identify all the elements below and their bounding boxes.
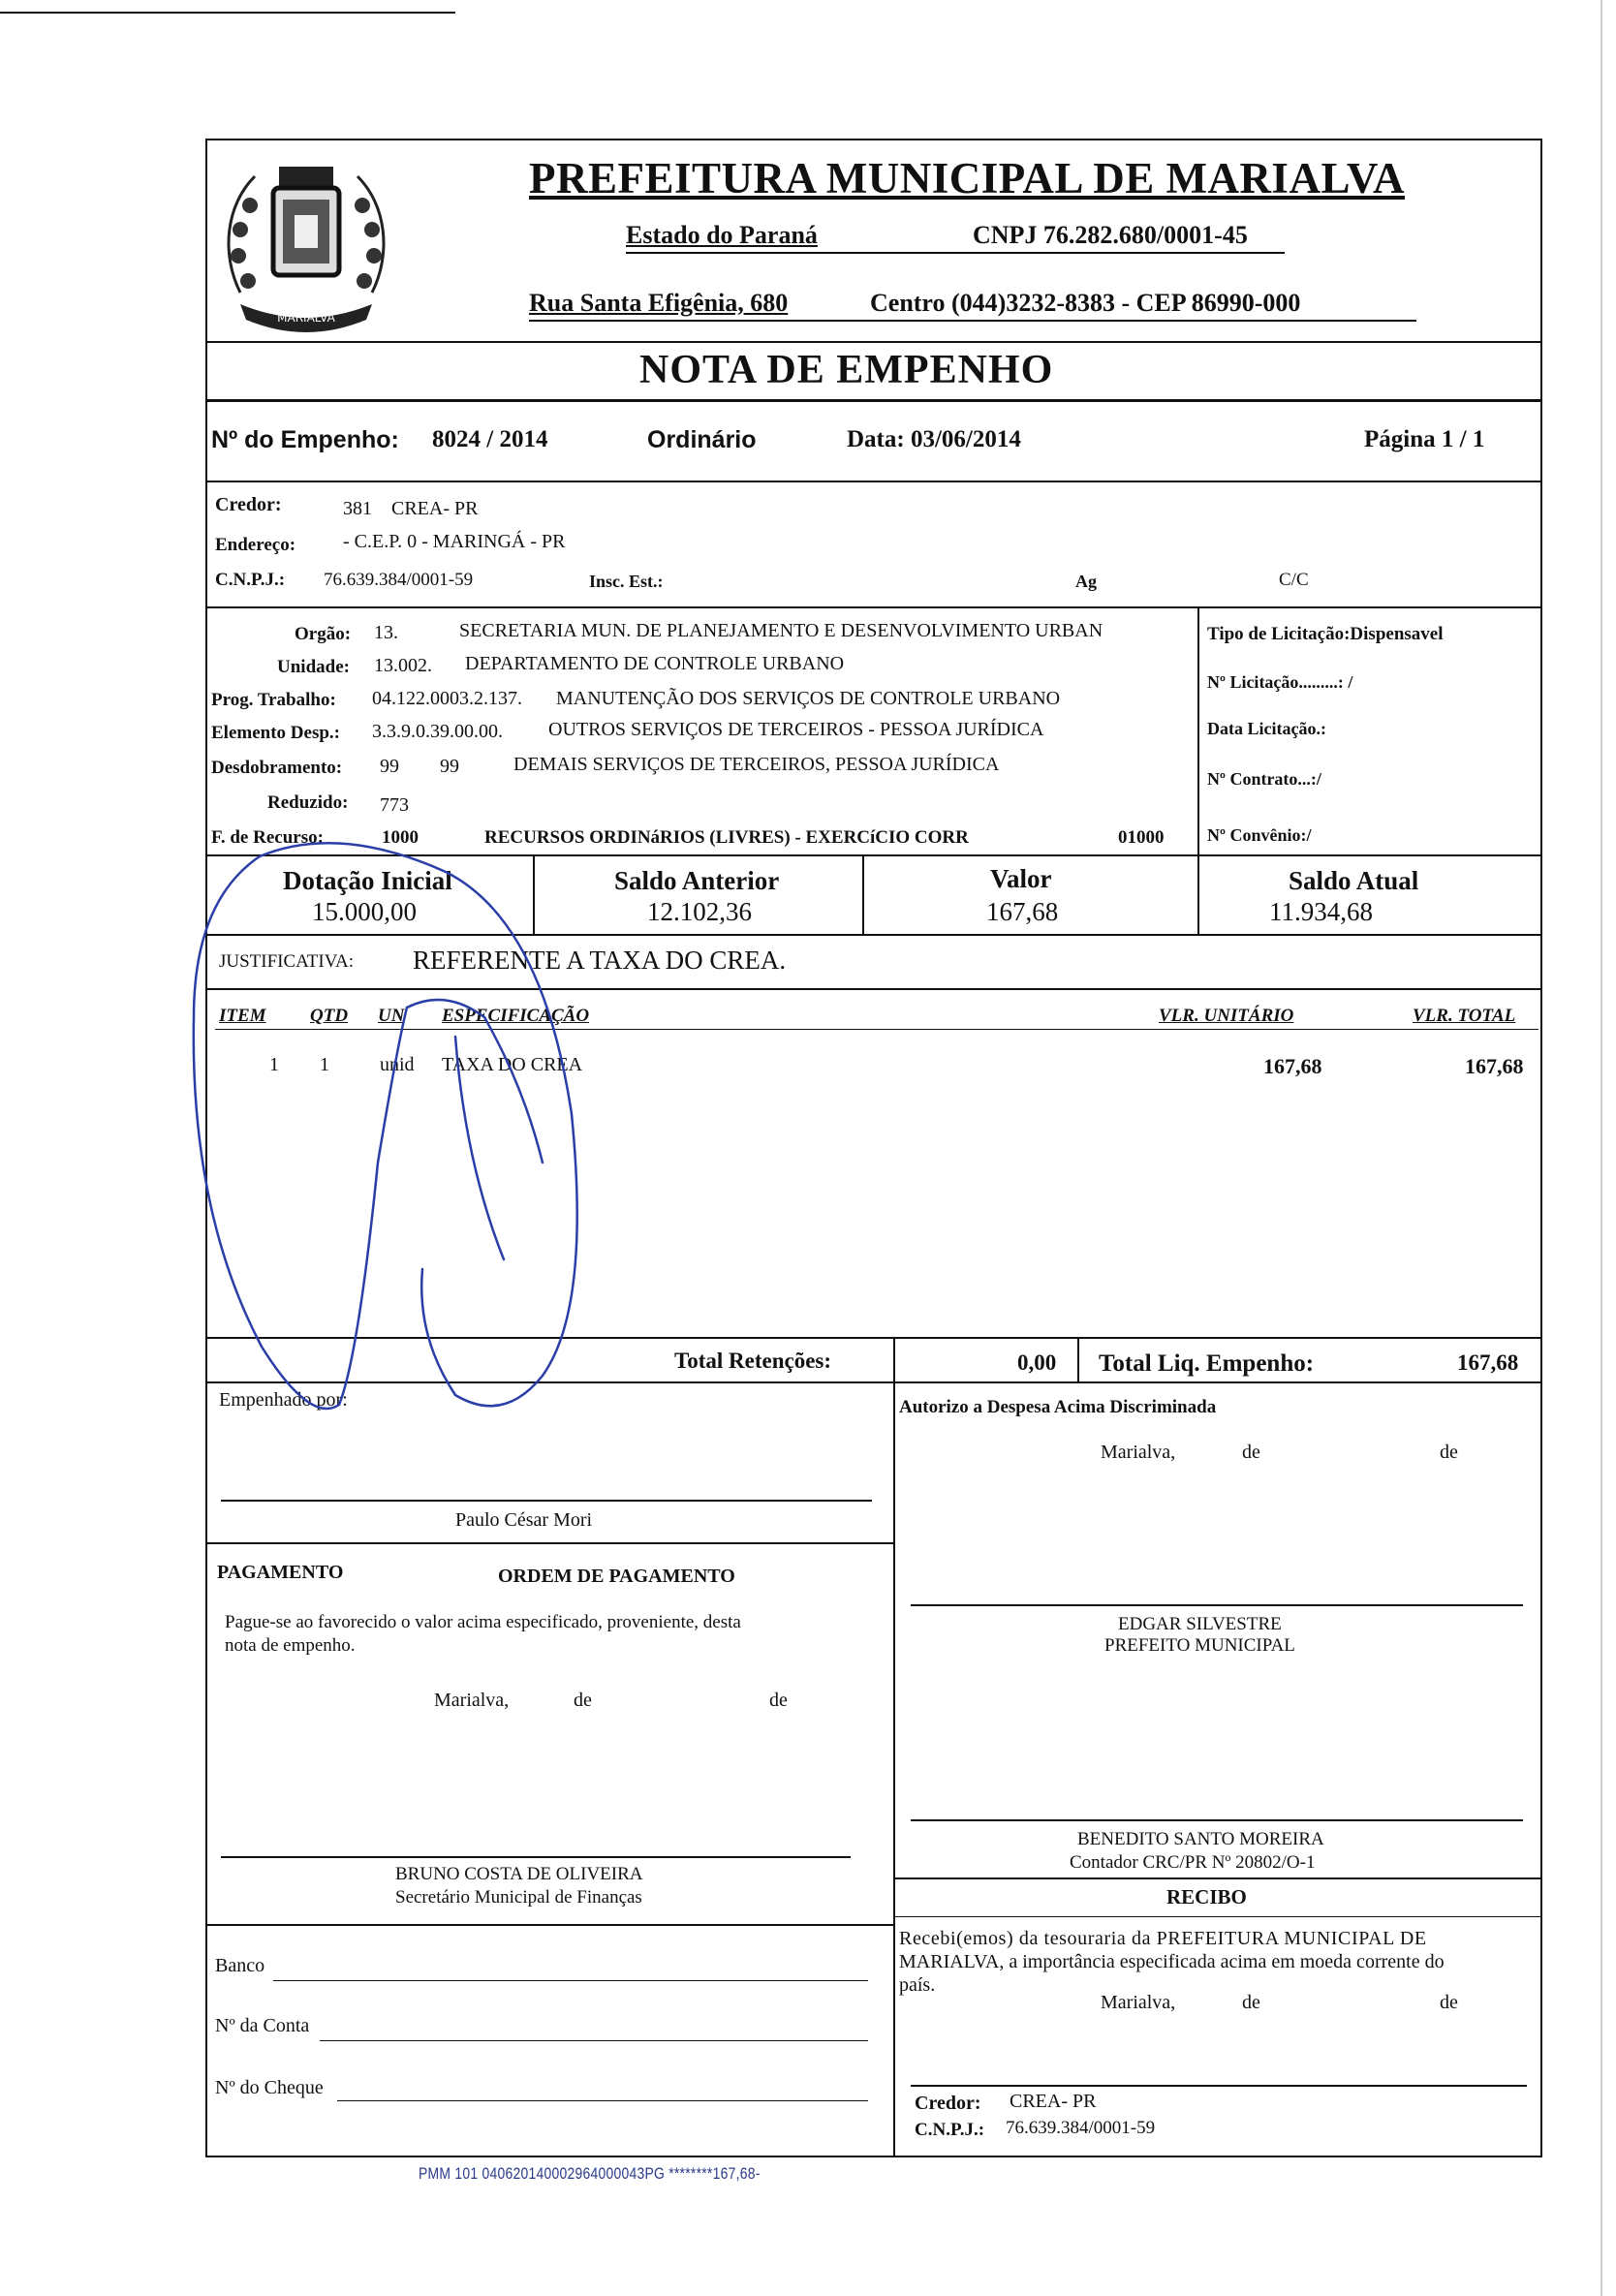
contador-signature-line bbox=[911, 1819, 1523, 1821]
divider bbox=[893, 1877, 1540, 1879]
elemento-code: 3.3.9.0.39.00.00. bbox=[372, 721, 503, 742]
recibo-credor: CREA- PR bbox=[1010, 2091, 1097, 2112]
desdobramento-b: 99 bbox=[440, 756, 459, 777]
recibo-cnpj-label: C.N.P.J.: bbox=[915, 2120, 985, 2140]
divider bbox=[533, 854, 535, 936]
pagamento-de2: de bbox=[769, 1690, 788, 1711]
page-number: Página 1 / 1 bbox=[1364, 426, 1485, 452]
divider bbox=[205, 934, 1540, 936]
autorizo-city: Marialva, bbox=[1101, 1442, 1176, 1463]
table-row-total: 167,68 bbox=[1465, 1054, 1524, 1078]
conta-field-line[interactable] bbox=[320, 2040, 868, 2041]
recibo-de2: de bbox=[1440, 1992, 1458, 2013]
scan-edge-line bbox=[0, 12, 455, 14]
empenho-date: Data: 03/06/2014 bbox=[847, 426, 1021, 452]
banco-field-line[interactable] bbox=[273, 1980, 868, 1981]
insc-est-label: Insc. Est.: bbox=[589, 572, 664, 591]
numero-contrato: Nº Contrato...:/ bbox=[1207, 769, 1321, 789]
account-label: C/C bbox=[1279, 570, 1309, 590]
col-item: ITEM bbox=[219, 1006, 266, 1026]
empenho-type: Ordinário bbox=[647, 426, 757, 453]
recibo-de1: de bbox=[1242, 1992, 1260, 2013]
dotacao-inicial-label: Dotação Inicial bbox=[283, 866, 452, 895]
col-un: UN bbox=[378, 1006, 405, 1026]
pagamento-text-1: Pague-se ao favorecido o valor acima especificado, proveniente, desta bbox=[225, 1612, 741, 1632]
recibo-divider bbox=[893, 1916, 1540, 1917]
divider bbox=[893, 1337, 895, 2156]
document-title: NOTA DE EMPENHO bbox=[639, 348, 1054, 392]
cheque-field-line[interactable] bbox=[337, 2100, 868, 2101]
orgao-code: 13. bbox=[374, 622, 398, 643]
recibo-city: Marialva, bbox=[1101, 1992, 1176, 2013]
divider bbox=[205, 1337, 1540, 1339]
divider bbox=[1077, 1337, 1079, 1381]
contador-name: BENEDITO SANTO MOREIRA bbox=[1077, 1829, 1324, 1849]
agency-label: Ag bbox=[1075, 572, 1097, 591]
empenhado-label: Empenhado por: bbox=[219, 1389, 348, 1411]
prog-name: MANUTENÇÃO DOS SERVIÇOS DE CONTROLE URBANO bbox=[556, 688, 1061, 709]
table-row-unit: 167,68 bbox=[1263, 1054, 1322, 1078]
orgao-label: Orgão: bbox=[295, 624, 352, 644]
table-row-item: 1 bbox=[269, 1054, 279, 1075]
credor-cnpj: 76.639.384/0001-59 bbox=[324, 570, 474, 590]
state-label: Estado do Paraná bbox=[626, 221, 818, 249]
recibo-credor-label: Credor: bbox=[915, 2093, 981, 2114]
orgao-name: SECRETARIA MUN. DE PLANEJAMENTO E DESENVOLVIMENTO URBAN bbox=[459, 620, 1103, 641]
recurso-number: 01000 bbox=[1118, 827, 1165, 848]
municipality-title: PREFEITURA MUNICIPAL DE MARIALVA bbox=[529, 154, 1406, 202]
retencoes-value: 0,00 bbox=[1017, 1350, 1057, 1375]
pagamento-city: Marialva, bbox=[434, 1690, 510, 1711]
recibo-text-3: país. bbox=[899, 1974, 936, 1996]
desdobramento-a: 99 bbox=[380, 756, 399, 777]
credor-endereco: - C.E.P. 0 - MARINGÁ - PR bbox=[343, 531, 566, 552]
street-address: Rua Santa Efigênia, 680 bbox=[529, 289, 789, 317]
conta-label: Nº da Conta bbox=[215, 2015, 310, 2036]
secretario-name: BRUNO COSTA DE OLIVEIRA bbox=[395, 1864, 643, 1884]
reduzido-value: 773 bbox=[380, 794, 409, 816]
autorizo-de2: de bbox=[1440, 1442, 1458, 1463]
prog-code: 04.122.0003.2.137. bbox=[372, 688, 522, 709]
numero-convenio: Nº Convênio:/ bbox=[1207, 825, 1312, 845]
pagamento-label: PAGAMENTO bbox=[217, 1562, 344, 1583]
recibo-signature-line bbox=[911, 2085, 1527, 2087]
unidade-label: Unidade: bbox=[277, 657, 350, 677]
recurso-code: 1000 bbox=[382, 827, 419, 848]
empenho-number-label: Nº do Empenho: bbox=[211, 426, 399, 453]
state-underline bbox=[626, 252, 1285, 254]
banco-label: Banco bbox=[215, 1955, 265, 1976]
liq-empenho-label: Total Liq. Empenho: bbox=[1099, 1350, 1315, 1377]
recurso-name: RECURSOS ORDINáRIOS (LIVRES) - EXERCíCIO CORR bbox=[484, 827, 969, 848]
autorizo-text: Autorizo a Despesa Acima Discriminada bbox=[899, 1397, 1217, 1417]
secretario-role: Secretário Municipal de Finanças bbox=[395, 1887, 642, 1908]
divider bbox=[205, 1542, 895, 1544]
saldo-anterior-value: 12.102,36 bbox=[647, 897, 752, 926]
tipo-licitacao: Tipo de Licitação:Dispensavel bbox=[1207, 624, 1444, 644]
divider bbox=[1197, 606, 1199, 936]
desdobramento-name: DEMAIS SERVIÇOS DE TERCEIROS, PESSOA JURÍDICA bbox=[513, 754, 1000, 775]
justificativa-label: JUSTIFICATIVA: bbox=[219, 951, 355, 972]
municipal-coat-of-arms-logo bbox=[211, 147, 401, 341]
credor-code: 381 bbox=[343, 498, 372, 519]
footer-code: PMM 101 040620140002964000043PG ********167,68- bbox=[419, 2164, 761, 2183]
divider bbox=[205, 988, 1540, 990]
pagamento-text-2: nota de empenho. bbox=[225, 1635, 356, 1656]
endereco-label: Endereço: bbox=[215, 535, 296, 555]
contador-role: Contador CRC/PR Nº 20802/O-1 bbox=[1070, 1852, 1316, 1873]
scan-edge-line-right bbox=[1600, 0, 1602, 2296]
saldo-anterior-label: Saldo Anterior bbox=[614, 866, 780, 895]
recibo-text-2: MARIALVA, a importância especificada acima em moeda corrente do bbox=[899, 1951, 1445, 1972]
address-details: Centro (044)3232-8383 - CEP 86990-000 bbox=[870, 289, 1301, 317]
divider bbox=[205, 399, 1540, 402]
prog-label: Prog. Trabalho: bbox=[211, 690, 336, 710]
elemento-label: Elemento Desp.: bbox=[211, 723, 340, 743]
unidade-name: DEPARTAMENTO DE CONTROLE URBANO bbox=[465, 653, 845, 674]
empenhado-signature-line bbox=[221, 1500, 872, 1502]
justificativa-text: REFERENTE A TAXA DO CREA. bbox=[413, 946, 787, 975]
numero-licitacao: Nº Licitação.........: / bbox=[1207, 672, 1353, 692]
secretario-signature-line bbox=[221, 1856, 851, 1858]
elemento-name: OUTROS SERVIÇOS DE TERCEIROS - PESSOA JURÍDICA bbox=[548, 719, 1044, 740]
col-qtd: QTD bbox=[310, 1006, 349, 1026]
ordem-pagamento-label: ORDEM DE PAGAMENTO bbox=[498, 1566, 735, 1587]
empenhado-name: Paulo César Mori bbox=[455, 1509, 593, 1531]
cheque-label: Nº do Cheque bbox=[215, 2077, 324, 2098]
desdobramento-label: Desdobramento: bbox=[211, 758, 343, 778]
table-row-spec: TAXA DO CREA bbox=[442, 1054, 583, 1075]
divider bbox=[205, 854, 1540, 856]
items-header-underline bbox=[215, 1029, 1538, 1030]
recibo-text-1: Recebi(emos) da tesouraria da PREFEITURA MUNICIPAL DE bbox=[899, 1928, 1427, 1949]
recibo-label: RECIBO bbox=[1166, 1885, 1247, 1908]
prefeito-signature-line bbox=[911, 1604, 1523, 1606]
municipality-cnpj: CNPJ 76.282.680/0001-45 bbox=[973, 221, 1248, 249]
dotacao-inicial-value: 15.000,00 bbox=[312, 897, 417, 926]
recurso-label: F. de Recurso: bbox=[211, 827, 324, 848]
valor-value: 167,68 bbox=[986, 897, 1059, 926]
credor-label: Credor: bbox=[215, 494, 282, 515]
divider bbox=[205, 341, 1540, 343]
unidade-code: 13.002. bbox=[374, 655, 432, 676]
credor-name: CREA- PR bbox=[391, 498, 479, 519]
data-licitacao: Data Licitação.: bbox=[1207, 719, 1326, 738]
saldo-atual-value: 11.934,68 bbox=[1269, 897, 1373, 926]
prefeito-name: EDGAR SILVESTRE bbox=[1118, 1614, 1282, 1634]
liq-empenho-value: 167,68 bbox=[1457, 1350, 1519, 1375]
divider bbox=[205, 1381, 1540, 1383]
reduzido-label: Reduzido: bbox=[267, 792, 349, 813]
divider bbox=[205, 606, 1540, 608]
divider bbox=[205, 481, 1540, 482]
table-row-qtd: 1 bbox=[320, 1054, 329, 1075]
address-underline bbox=[529, 320, 1416, 322]
table-row-un: unid bbox=[380, 1054, 415, 1075]
svg-text:MARIALVA: MARIALVA bbox=[277, 311, 335, 325]
pagamento-de1: de bbox=[574, 1690, 592, 1711]
col-vlr-total: VLR. TOTAL bbox=[1413, 1006, 1516, 1026]
recibo-cnpj: 76.639.384/0001-59 bbox=[1006, 2118, 1156, 2138]
divider bbox=[205, 1924, 895, 1926]
valor-label: Valor bbox=[990, 864, 1052, 893]
retencoes-label: Total Retenções: bbox=[674, 1349, 832, 1373]
prefeito-role: PREFEITO MUNICIPAL bbox=[1104, 1635, 1295, 1656]
cnpj-label: C.N.P.J.: bbox=[215, 570, 286, 590]
empenho-number: 8024 / 2014 bbox=[432, 426, 548, 452]
col-especificacao: ESPECIFICAÇÃO bbox=[442, 1006, 590, 1026]
divider bbox=[862, 854, 864, 936]
saldo-atual-label: Saldo Atual bbox=[1289, 866, 1419, 895]
autorizo-de1: de bbox=[1242, 1442, 1260, 1463]
col-vlr-unitario: VLR. UNITÁRIO bbox=[1159, 1006, 1294, 1026]
